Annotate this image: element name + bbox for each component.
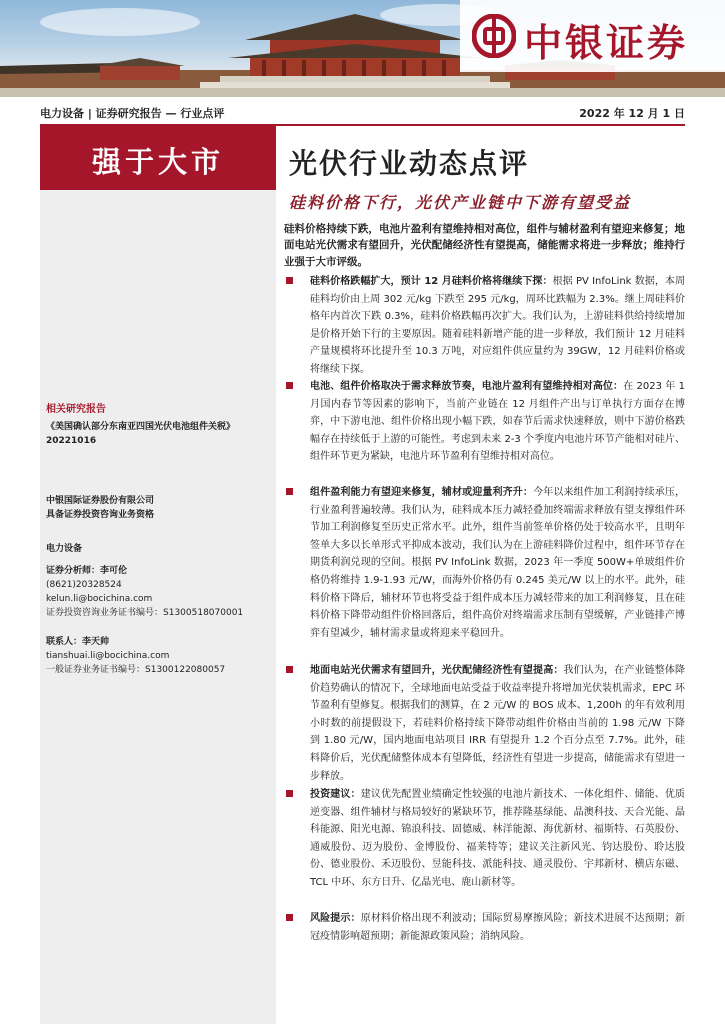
page-title: 光伏行业动态点评 (289, 147, 530, 180)
analyst-cert: 证券投资咨询业务证书编号：S1300518070001 (46, 608, 244, 618)
rating-badge (40, 126, 276, 190)
bullet-text: 建议优先配置业绩确定性较强的电池片新技术、一体化组件、储能、优质逆变器、组件辅材与格局较好的紧缺环节，推荐隆基绿能、晶澳科技、天合光能、晶科能源、阳光电源、锦浪科技、固德威、林洋能源、海优新材、福斯特、石英股份、通威股份、迈为股份、金博股份、福莱特等；建议关注新风光、钧达股份、聆达股份、德业股份、禾迈股份、昱能科技、派能科技、通灵股份、宇邦新材、横店东磁、TCL 中环、东方日升、亿晶光电、鹿山新材等。 (310, 789, 686, 888)
related-reports-title: 相关研究报告 (46, 404, 106, 415)
bullet-heading: 硅料价格跌幅扩大，预计 12 月硅料价格将继续下探： (310, 276, 553, 287)
bullet-heading: 投资建议： (310, 789, 361, 800)
company-info (46, 494, 272, 522)
sector-name: 电力设备 (46, 544, 83, 554)
contact-info (46, 635, 272, 677)
bullet-item (286, 786, 685, 892)
square-bullet-icon (286, 382, 293, 389)
analyst-phone: (8621)20328524 (46, 580, 122, 590)
bank-of-china-logo-icon (472, 14, 516, 58)
bullet-text: 根据 PV InfoLink 数据，本周硅料均价由上周 302 元/kg 下跌至 295 元/kg，周环比跌幅为 2.3%。继上周硅料价格年内首次下跌 0.3%，硅料价格跌幅再次扩大。我们认为，上游硅料供给持续增加是价格开始下行的主要原因。随着硅料新增产能的进一步释放，我们预计 12 月硅料产量规模将环比提升至 10.3 万吨，对应组件供应量约为 39GW，12 月硅料价格或将继续下探。 (310, 276, 686, 375)
company-name: 中银国际证券股份有限公司 (46, 496, 155, 506)
bullet-item (286, 662, 685, 785)
bullet-item (286, 273, 685, 379)
bullet-text: 我们认为，在产业链整体降价趋势确认的情况下，全球地面电站受益于收益率提升将增加光伏装机需求，EPC 环节盈利有望修复。根据我们的测算，在 2 元/W 的 BOS 成本、1,200h 的年有效利用小时数的前提假设下，若硅料价格持续下降带动组件价格由当前的 1.98 元/W 下降到 1.80 元/W，国内地面电站项目 IRR 有望提升 1.2 个百分点至 7.7%。此外，硅料降价后，光伏配储整体成本有望降低，经济性有望进一步提高，储能需求有望进一步释放。 (310, 665, 686, 782)
sector-label (46, 542, 272, 556)
bullet-heading: 风险提示： (310, 913, 361, 924)
report-category: 电力设备 | 证券研究报告 — 行业点评 (40, 107, 225, 120)
bullet-text: 今年以来组件加工利润持续承压，行业盈利普遍较薄。我们认为，硅料成本压力减轻叠加终端需求释放有望支撑组件环节加工利润修复至历史正常水平。此外，组件当前签单价格仍处于较高水平，且明年签单大多以长单形式平抑成本波动，我们认为在上游硅料降价过程中，组件环节存在期货利润兑现的空间。根据 PV InfoLink 数据，2023 年一季度 500W+单玻组件价格仍将维持 1.9-1.93 元/W，而海外价格仍有 0.245 美元/W 以上的水平。此外，硅料价格下降后，辅材环节也将受益于组件成本压力减轻带来的加工利润修复，且在硅料价格下降带动组件价格回落后，组件高价对终端需求压制有望缓解，产业链排产博弈有望减少，辅材需求量或将迎来平稳回升。 (310, 487, 686, 639)
rating-text: 强于大市 (91, 145, 224, 179)
square-bullet-icon (286, 488, 293, 495)
contact-cert: 一般证券业务证书编号：S1300122080057 (46, 665, 226, 675)
analyst-email[interactable]: kelun.li@bocichina.com (46, 594, 153, 604)
summary-paragraph: 硅料价格持续下跌，电池片盈利有望维持相对高位，组件与辅材盈利有望迎来修复；地面电站光伏需求有望回升，光伏配储经济性有望提高，储能需求将进一步释放；维持行业强于大市评级。 (284, 223, 685, 268)
related-reports (46, 403, 272, 448)
page-subtitle: 硅料价格下行，光伏产业链中下游有望受益 (289, 193, 632, 212)
brand-name: 中银证券 (524, 20, 689, 65)
square-bullet-icon (286, 666, 293, 673)
bullet-item (286, 378, 685, 466)
square-bullet-icon (286, 790, 293, 797)
bullet-text: 原材料价格出现不利波动；国际贸易摩擦风险；新技术进展不达预期；新冠疫情影响超预期；新能源政策风险；消纳风险。 (310, 913, 686, 942)
report-subheader (40, 103, 685, 125)
analyst-name: 证券分析师：李可伦 (46, 566, 128, 576)
analyst-info (46, 564, 272, 620)
report-date: 2022 年 12 月 1 日 (579, 107, 685, 120)
bullet-text: 在 2023 年 1 月国内春节等因素的影响下，当前产业链在 12 月组件产出与订单执行方面存在博弈，中下游电池、组件价格出现小幅下跌，如春节后需求快速释放，则中下游价格跌幅存在持续低于上游的可能性。考虑到未来 2-3 个季度内电池片环节产能相对硅片、组件环节更为紧缺，电池片环节盈利有望维持相对高位。 (310, 381, 685, 463)
related-report-item[interactable]: 《美国确认部分东南亚四国光伏电池组件关税》20221016 (46, 422, 236, 446)
bullet-item (286, 484, 685, 642)
bullet-heading: 组件盈利能力有望迎来修复，辅材或迎量利齐升： (310, 487, 534, 498)
bullet-heading: 地面电站光伏需求有望回升，光伏配储经济性有望提高： (310, 665, 564, 676)
bullet-heading: 电池、组件价格取决于需求释放节奏，电池片盈利有望维持相对高位： (310, 381, 624, 392)
sidebar (40, 126, 276, 1024)
header-banner (0, 0, 725, 97)
brand-logo (460, 0, 725, 72)
square-bullet-icon (286, 277, 293, 284)
square-bullet-icon (286, 914, 293, 921)
company-qualification: 具备证券投资咨询业务资格 (46, 510, 155, 520)
contact-name: 联系人：李天帅 (46, 637, 110, 647)
contact-email[interactable]: tianshuai.li@bocichina.com (46, 651, 170, 661)
bullet-item (286, 910, 685, 945)
